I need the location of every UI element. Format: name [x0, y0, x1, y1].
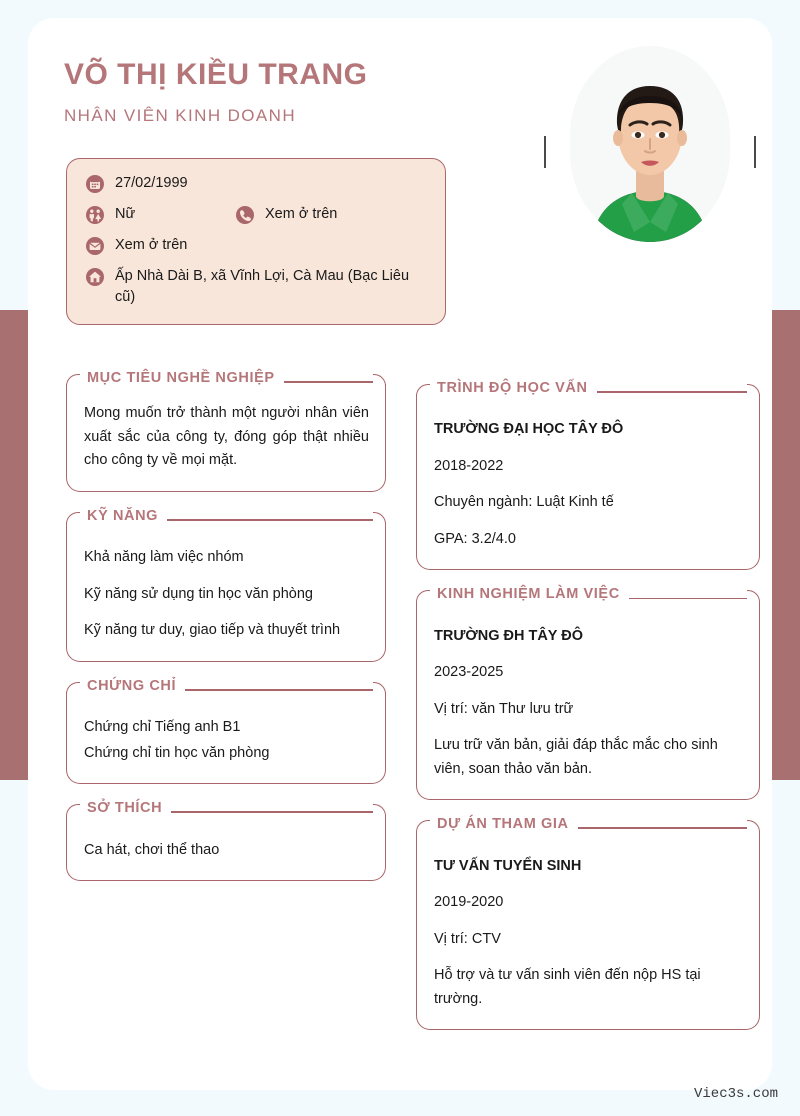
contact-row-address [85, 266, 427, 308]
section-title-education: TRÌNH ĐỘ HỌC VẤN [437, 380, 588, 396]
section-corner-left [66, 512, 80, 528]
experience-position: Vị trí: văn Thư lưu trữ [434, 700, 574, 717]
contact-row-gender-phone [85, 204, 427, 225]
hobby-item: Ca hát, chơi thể thao [84, 841, 220, 858]
section-title-certificates: CHỨNG CHỈ [87, 677, 177, 694]
experience-description: Lưu trữ văn bản, giải đáp thắc mắc cho sinh viên, soan thảo văn bản. [434, 737, 718, 777]
contact-row-email [85, 235, 427, 256]
certificate-item: Chứng chỉ tin học văn phòng [84, 744, 270, 761]
section-corner-right [373, 682, 386, 698]
skill-item: Kỹ năng sử dụng tin học văn phòng [84, 585, 313, 602]
section-title-experience: KINH NGHIỆM LÀM VIỆC [437, 586, 620, 603]
calendar-icon [85, 174, 105, 194]
section-corner-left [416, 590, 430, 606]
section-header [66, 800, 386, 816]
candidate-role: NHÂN VIÊN KINH DOANH [64, 105, 297, 125]
photo-tick-left [544, 136, 546, 168]
section-rule [597, 391, 747, 393]
decorative-side-bar-right [770, 310, 800, 780]
section-title-hobbies: SỞ THÍCH [87, 800, 163, 817]
section-projects [416, 816, 760, 1030]
section-rule [284, 381, 373, 383]
section-corner-right [373, 804, 386, 820]
candidate-name: VÕ THỊ KIỀU TRANG [64, 58, 368, 91]
section-header [66, 370, 386, 386]
contact-gender: Nữ [115, 206, 136, 223]
decorative-side-bar-left [0, 310, 30, 780]
skill-item: Khả năng làm việc nhóm [84, 549, 244, 566]
section-corner-left [416, 384, 430, 400]
section-rule [629, 598, 747, 600]
project-position: Vị trí: CTV [434, 930, 501, 947]
section-rule [171, 811, 373, 813]
section-header [66, 508, 386, 524]
section-objective [66, 370, 386, 492]
contact-email: Xem ở trên [115, 237, 188, 254]
section-education [416, 380, 760, 570]
section-title-objective: MỤC TIÊU NGHỀ NGHIỆP [87, 370, 275, 386]
section-header [416, 586, 760, 602]
photo-area [570, 46, 730, 242]
gender-icon [85, 205, 105, 225]
section-certificates [66, 678, 386, 784]
certificate-item: Chứng chỉ Tiếng anh B1 [84, 719, 241, 736]
section-body [66, 384, 386, 491]
section-body [66, 815, 386, 881]
contact-phone: Xem ở trên [265, 206, 338, 223]
section-corner-left [66, 682, 80, 698]
project-name: TƯ VẤN TUYỂN SINH [434, 857, 582, 874]
footer-brand: Viec3s.com [693, 1086, 778, 1102]
envelope-icon [85, 236, 105, 256]
section-corner-right [747, 590, 760, 606]
education-school: TRƯỜNG ĐẠI HỌC TÂY ĐÔ [434, 421, 624, 438]
resume-card [28, 18, 772, 1090]
education-years: 2018-2022 [434, 457, 504, 474]
section-corner-right [747, 820, 760, 836]
contact-address: Ấp Nhà Dài B, xã Vĩnh Lợi, Cà Mau (Bạc Liêu cũ) [115, 268, 410, 306]
right-column [416, 380, 760, 1046]
section-corner-right [373, 374, 386, 390]
section-body [66, 692, 386, 784]
contact-box [66, 158, 446, 325]
section-rule [578, 827, 747, 829]
section-header [66, 678, 386, 694]
section-experience [416, 586, 760, 800]
section-body [416, 394, 760, 570]
section-skills [66, 508, 386, 662]
project-description: Hỗ trợ và tư vấn sinh viên đến nộp HS tại trường. [434, 967, 701, 1007]
photo-tick-right [754, 136, 756, 168]
education-gpa: GPA: 3.2/4.0 [434, 530, 516, 547]
section-rule [167, 519, 373, 521]
section-corner-right [747, 384, 760, 400]
home-icon [85, 267, 105, 287]
section-header [416, 380, 760, 396]
section-hobbies [66, 800, 386, 881]
objective-text: Mong muốn trở thành một người nhân viên xuất sắc của công ty, đóng góp thật nhiều cho công ty về mọi mặt. [84, 405, 369, 469]
section-title-projects: DỰ ÁN THAM GIA [437, 816, 569, 833]
avatar [570, 46, 730, 242]
project-years: 2019-2020 [434, 894, 504, 911]
contact-row-birthday [85, 173, 427, 194]
left-column [66, 370, 386, 897]
skill-item: Kỹ năng tư duy, giao tiếp và thuyết trình [84, 622, 341, 639]
experience-company: TRƯỜNG ĐH TÂY ĐÔ [434, 627, 583, 644]
section-corner-right [373, 512, 386, 528]
section-corner-left [416, 820, 430, 836]
header [64, 58, 534, 126]
section-body [66, 522, 386, 661]
section-header [416, 816, 760, 832]
section-corner-left [66, 804, 80, 820]
section-body [416, 601, 760, 800]
contact-birthday: 27/02/1999 [115, 175, 188, 191]
education-major: Chuyên ngành: Luật Kinh tế [434, 494, 614, 511]
section-title-skills: KỸ NĂNG [87, 507, 159, 524]
experience-years: 2023-2025 [434, 664, 504, 681]
section-rule [185, 689, 373, 691]
section-corner-left [66, 374, 80, 390]
section-body [416, 831, 760, 1030]
phone-icon [235, 205, 255, 225]
